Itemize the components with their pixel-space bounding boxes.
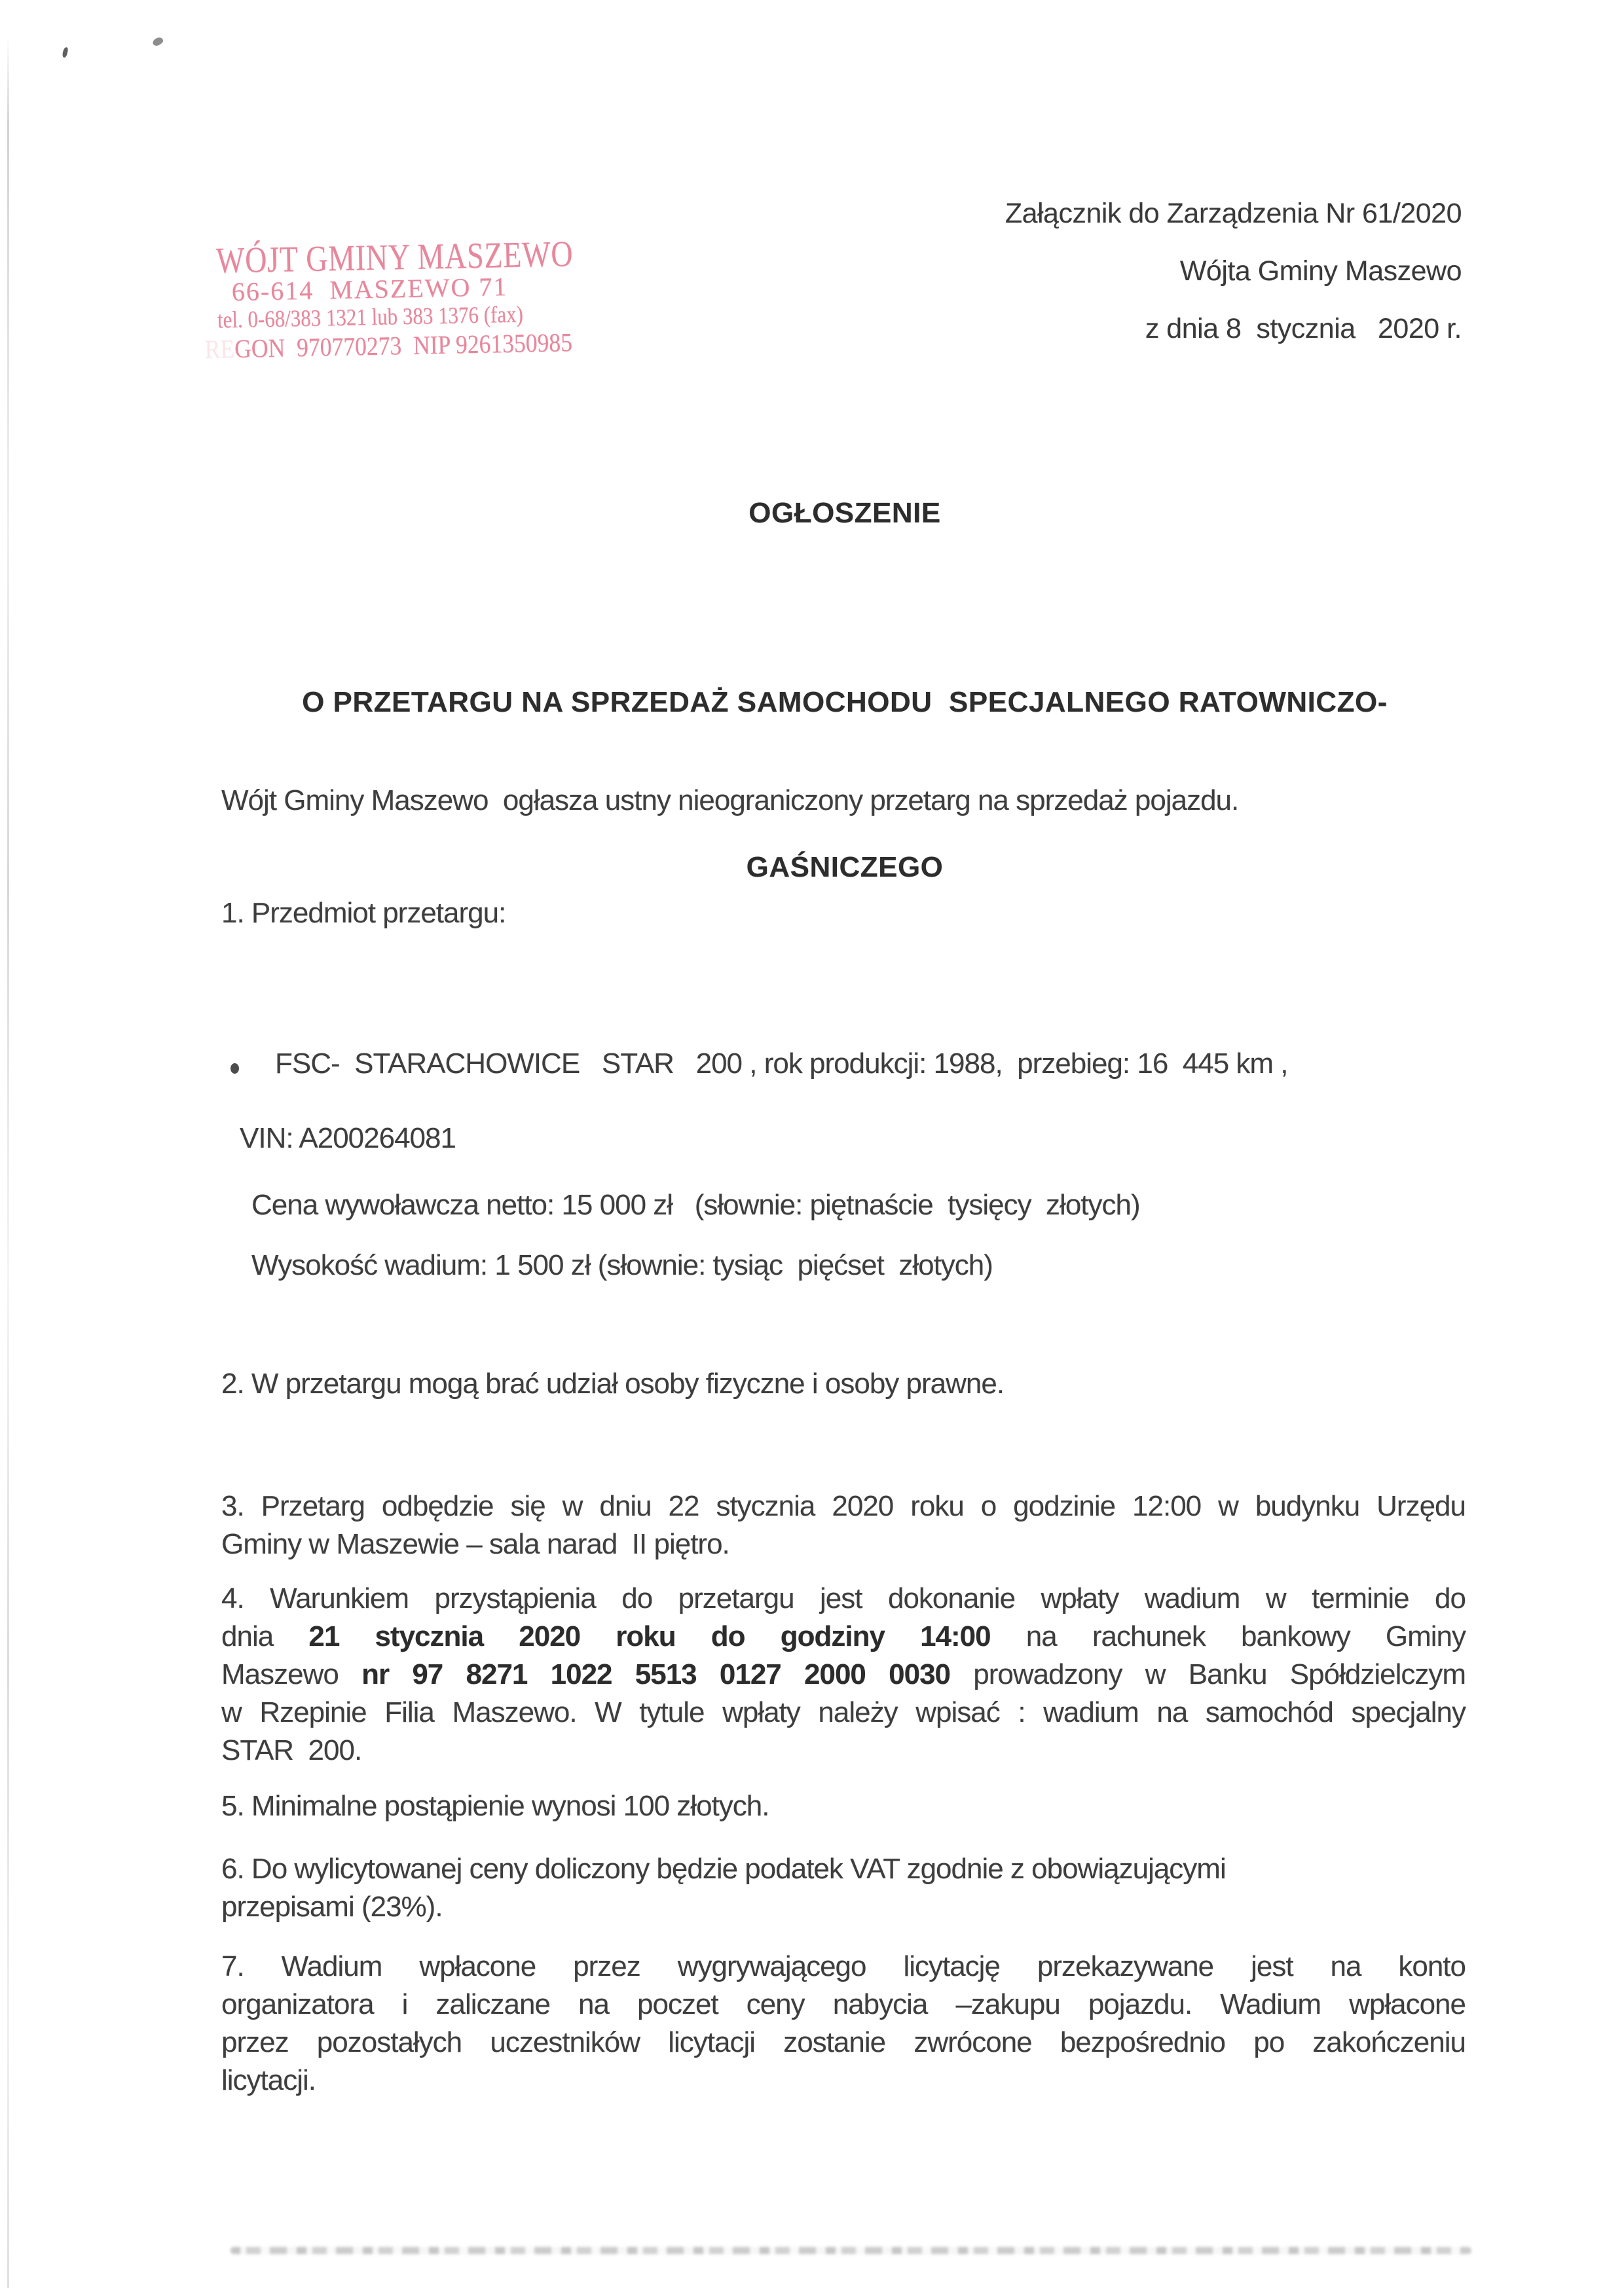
item-7-paragraph [221,1948,1466,2100]
stamp-line-regon-nip [204,327,573,365]
stamp-regon-visible-part: GON 970770273 NIP 9261350985 [234,327,573,363]
item-1-heading: 1. Przedmiot przetargu: [221,897,506,929]
item-4-line-4 [221,1694,1466,1732]
item-4-paragraph [221,1580,1466,1770]
header-date-line: z dnia 8 stycznia 2020 r. [1145,313,1462,344]
item-6-line-1: 6. Do wylicytowanej ceny doliczony będzie podatek VAT zgodnie z obowiązującymi [221,1853,1226,1885]
item-7-line-4: licytacji. [221,2064,316,2096]
item-6-paragraph [221,1850,1466,1926]
text-segment: Maszewo [221,1658,362,1690]
intro-paragraph: Wójt Gminy Maszewo ogłasza ustny nieograniczony przetarg na sprzedaż pojazdu. [221,784,1239,816]
text-segment: prowadzony w Banku Spółdzielczym [950,1658,1466,1690]
item-7-line-1: 7. Wadium wpłacone przez wygrywającego licytację przekazywane jest na konto [221,1950,1466,1982]
item-3-paragraph [221,1487,1466,1563]
item-3-line-2: Gminy w Maszewie – sala narad II piętro. [221,1528,729,1560]
item-7-line-2: organizatora i zaliczane na poczet ceny nabycia –zakupu pojazdu. Wadium wpłacone [221,1988,1466,2020]
item-7-line-3: przez pozostałych uczestników licytacji zostanie zwrócone bezpośrednio po zakończeniu [221,2026,1466,2058]
item-4-line-3 [221,1656,1466,1694]
official-stamp [182,234,574,364]
text-segment-bold: nr 97 8271 1022 5513 0127 2000 0030 [361,1658,951,1690]
vehicle-price-line: Cena wywoławcza netto: 15 000 zł (słownie: piętnaście tysięcy złotych) [251,1189,1140,1221]
stamp-line-address: 66-614 MASZEWO 71 [231,271,508,307]
item-4-line-2 [221,1618,1466,1656]
text-segment: na rachunek bankowy Gminy [990,1620,1466,1652]
scan-speck-1 [62,46,68,58]
vehicle-deposit-line: Wysokość wadium: 1 500 zł (słownie: tysiąc pięćset złotych) [251,1249,993,1281]
header-issuer-line: Wójta Gminy Maszewo [1179,255,1462,287]
bullet-dot-icon [231,1063,239,1074]
item-4-line-5 [221,1732,1466,1770]
text-segment: w Rzepinie Filia Maszewo. W tytule wpłaty należy wpisać : wadium na samochód specjalny [221,1696,1466,1728]
item-6-line-2: przepisami (23%). [221,1891,443,1923]
stamp-line-phone: tel. 0-68/383 1321 lub 383 1376 (fax) [217,301,524,333]
item-4-line-1 [221,1580,1466,1618]
vehicle-bullet-line: FSC- STARACHOWICE STAR 200 , rok produkcji: 1988, przebieg: 16 445 km , [275,1048,1288,1080]
text-segment: STAR 200. [221,1734,362,1766]
text-segment: dnia [221,1620,309,1652]
announcement-subtitle-line-2: GAŚNICZEGO [746,851,944,883]
announcement-subtitle-line-1: O PRZETARGU NA SPRZEDAŻ SAMOCHODU SPECJALNEGO RATOWNICZO- [302,686,1388,718]
stamp-regon-faded-part: RE [204,333,235,364]
text-segment: 4. Warunkiem przystąpienia do przetargu jest dokonanie wpłaty wadium w terminie do [221,1582,1466,1614]
scan-speck-2 [151,35,164,47]
scan-edge-line [7,36,9,2288]
header-attachment-line: Załącznik do Zarządzenia Nr 61/2020 [1005,198,1462,229]
announcement-title: OGŁOSZENIE [748,497,941,529]
text-segment-bold: 21 stycznia 2020 roku do godziny 14:00 [308,1620,991,1652]
item-5-paragraph: 5. Minimalne postąpienie wynosi 100 złotych. [221,1790,769,1822]
vehicle-vin-line: VIN: A200264081 [240,1122,456,1154]
page-bottom-bleed-artifact [231,2247,1471,2254]
stamp-line-authority: WÓJT GMINY MASZEWO [215,234,574,282]
item-2-paragraph: 2. W przetargu mogą brać udział osoby fizyczne i osoby prawne. [221,1368,1005,1400]
item-3-line-1: 3. Przetarg odbędzie się w dniu 22 stycznia 2020 roku o godzinie 12:00 w budynku Urzędu [221,1490,1466,1522]
